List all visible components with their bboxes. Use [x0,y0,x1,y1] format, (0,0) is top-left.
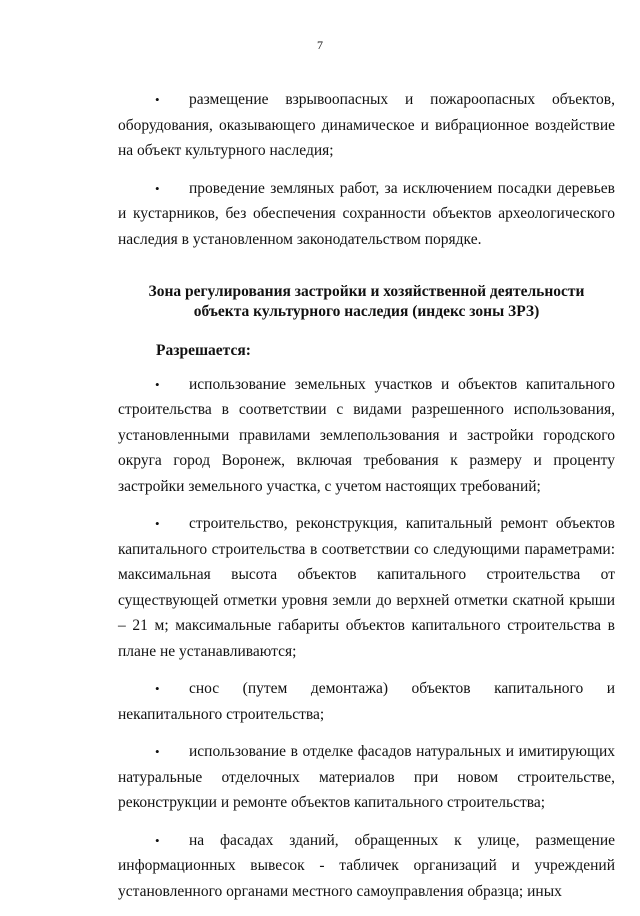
page-number: 7 [317,38,323,52]
section-heading-line-1: Зона регулирования застройки и хозяйственной деятельности [148,283,585,300]
bullet-icon: • [155,376,160,392]
allowed-label: Разрешается: [156,342,251,359]
list-item-text: строительство, реконструкция, капитальный ремонт объектов капитального строительства в соответствии со следующими параметрами: максимальная высота объектов капитального строительства от существующей отметки уровня земли до верхней отметки скатной крыши – 21 м; максимальные габариты объектов капитального строительства в плане не устанавливаются; [118,515,615,660]
list-item-text: проведение земляных работ, за исключением посадки деревьев и кустарников, без обеспечения сохранности объектов археологического наследия в установленном законодательством порядке. [118,179,615,248]
list-item-text: использование земельных участков и объектов капитального строительства в соответствии с видами разрешенного использования, установленными правилами землепользования и застройки городского округа город Воронеж, включая требования к размеру и проценту застройки земельного участка, с учетом настоящих требований; [118,375,615,495]
bullet-icon: • [155,744,160,759]
list-item [118,739,615,816]
section-heading [118,282,615,322]
list-item [118,676,615,727]
list-item-text: на фасадах зданий, обращенных к улице, размещение информационных вывесок - табличек организаций и учреждений установленного органами местного самоуправления образца; иных [118,831,615,900]
section-heading-line-2: объекта культурного наследия (индекс зоны ЗРЗ) [193,303,540,320]
list-item-text: размещение взрывоопасных и пожароопасных объектов, оборудования, оказывающего динамическое и вибрационное воздействие на объект культурного наследия; [118,91,615,159]
list-item-text: снос (путем демонтажа) объектов капитального и некапитального строительства; [118,680,615,723]
list-item [118,828,615,905]
list-item [118,372,615,500]
document-body [118,87,615,916]
bullet-icon: • [155,180,160,196]
list-item [118,87,615,164]
bullet-icon: • [155,832,160,848]
bullet-icon: • [155,92,160,107]
list-item [118,176,615,253]
list-item-text: использование в отделке фасадов натуральных и имитирующих натуральные отделочных материалов при новом строительстве, реконструкции и ремонте объектов капитального строительства; [118,743,615,811]
list-item [118,511,615,664]
bullet-icon: • [155,681,160,696]
bullet-icon: • [155,516,160,531]
